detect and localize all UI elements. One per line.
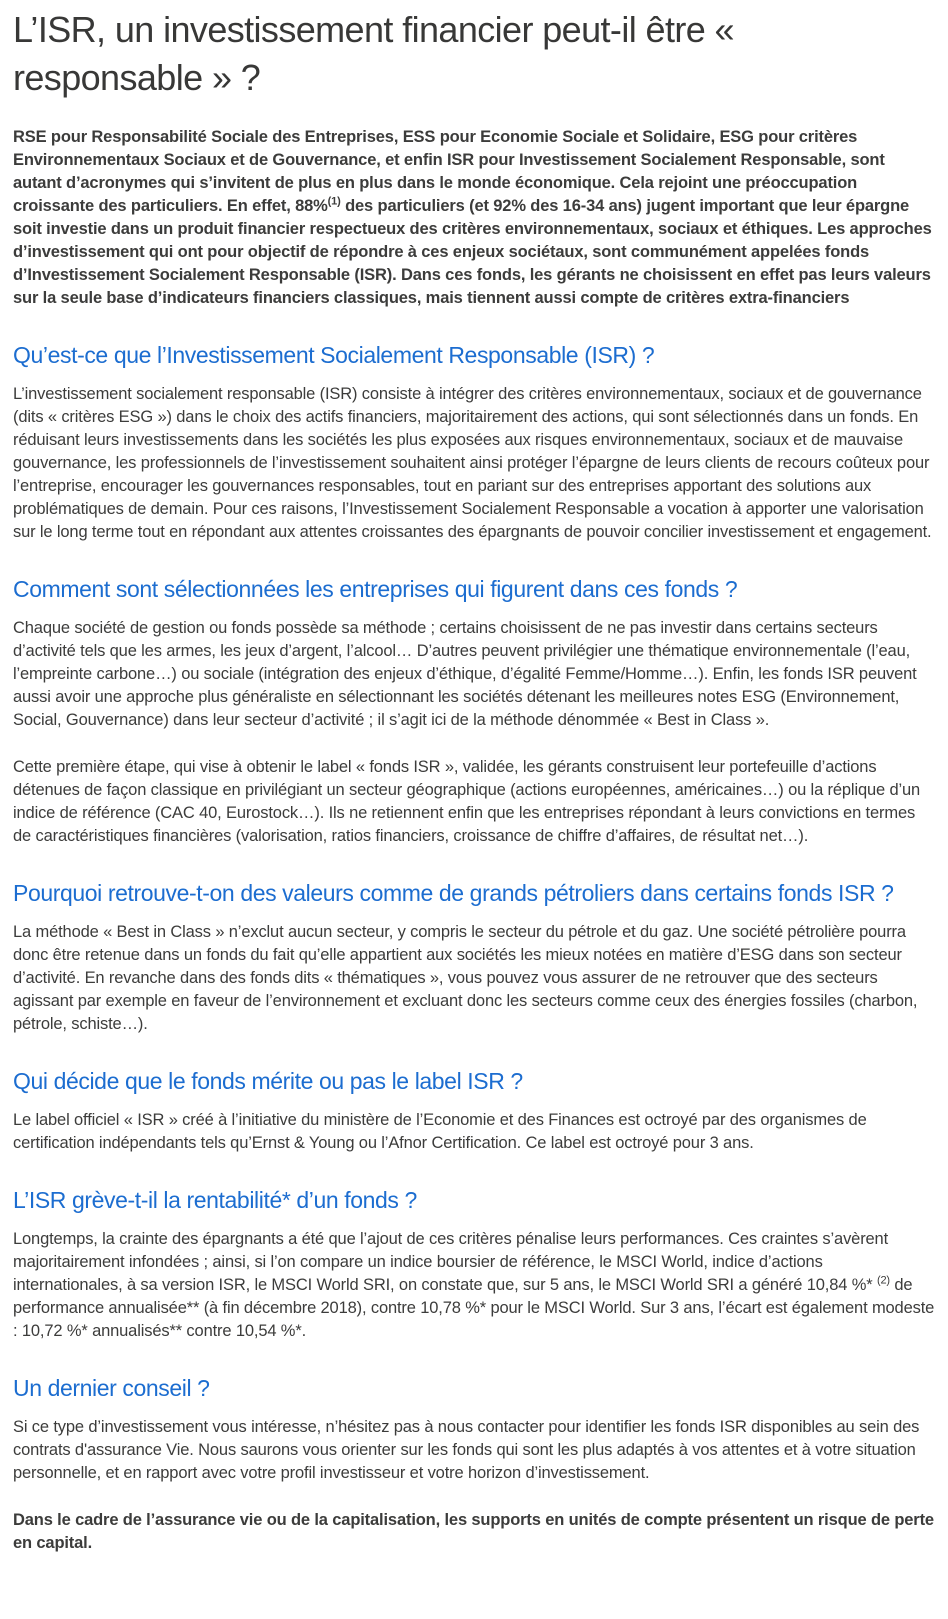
section-paragraph: Le label officiel « ISR » créé à l’initiative du ministère de l’Economie et des Finances est octroyé par des organismes de certification indépendants tels qu’Ernst & Young ou l’Afnor Certification. Ce label est octroyé pour 3 ans. [13, 1111, 867, 1152]
footnote-ref-2: (2) [876, 1274, 890, 1287]
section-profitability [13, 1185, 935, 1343]
footnote-ref-1: (1) [327, 195, 341, 208]
intro-paragraph [13, 126, 935, 310]
section-heading-why-oil-companies: Pourquoi retrouve-t-on des valeurs comme de grands pétroliers dans certains fonds ISR ? [13, 880, 894, 906]
section-paragraph: Cette première étape, qui vise à obtenir le label « fonds ISR », validée, les gérants construisent leur portefeuille d’actions détenues de façon classique en privilégiant un secteur géographique (actions européennes, américaines…) ou la réplique d’un indice de référence (CAC 40, Eurostock…). Ils ne retiennent enfin que les entreprises répondant à leurs convictions en termes de caractéristiques financières (valorisation, ratios financiers, croissance de chiffre d’affaires, de résultat net…). [13, 758, 921, 845]
section-paragraph: Si ce type d’investissement vous intéresse, n’hésitez pas à nous contacter pour identifier les fonds ISR disponibles au sein des contrats d'assurance Vie. Nous saurons vous orienter sur les fonds qui sont les plus adaptés à vos attentes et à votre situation personnelle, et en rapport avec votre profil investisseur et votre horizon d’investissement. [13, 1418, 920, 1482]
section-final-advice [13, 1373, 935, 1485]
section-why-oil-companies [13, 878, 935, 1036]
section-heading-final-advice: Un dernier conseil ? [13, 1375, 210, 1401]
section-heading-profitability: L’ISR grève-t-il la rentabilité* d’un fonds ? [13, 1187, 417, 1213]
capital-risk-disclaimer: Dans le cadre de l’assurance vie ou de la capitalisation, les supports en unités de compte présentent un risque de perte en capital. [13, 1511, 934, 1552]
profitability-text-before-footnote: Longtemps, la crainte des épargnants a été que l’ajout de ces critères pénalise leurs performances. Ces craintes s’avèrent majoritairement infondées ; ainsi, si l’on compare un indice boursier de référence, le MSCI World, indice d’actions internationales, à sa version ISR, le MSCI World SRI, on constate que, sur 5 ans, le MSCI World SRI a généré 10,84 %* [13, 1230, 889, 1294]
intro-text-after-footnote: des particuliers (et 92% des 16-34 ans) jugent important que leur épargne soit investie dans un produit financier respectueux des critères environnementaux, sociaux et éthiques. Les approches d’investissement qui ont pour objectif de répondre à ces enjeux sociétaux, sont communément appelées fonds d’Investissement Socialement Responsable (ISR). Dans ces fonds, les gérants ne choisissent en effet pas leurs valeurs sur la seule base d’indicateurs financiers classiques, mais tiennent aussi compte de critères extra-financiers [13, 197, 932, 307]
section-what-is-isr [13, 340, 935, 544]
section-paragraph: La méthode « Best in Class » n’exclut aucun secteur, y compris le secteur du pétrole et du gaz. Une société pétrolière pourra donc être retenue dans un fonds du fait qu’elle appartient aux sociétés les mieux notées en matière d’ESG dans son secteur d’activité. En revanche dans des fonds dits « thématiques », vous pouvez vous assurer de ne retrouver que des secteurs agissant par exemple en faveur de l’environnement et excluant donc les secteurs comme ceux des énergies fossiles (charbon, pétrole, schiste…). [13, 923, 918, 1033]
intro-text-before-footnote: RSE pour Responsabilité Sociale des Entreprises, ESS pour Economie Sociale et Solidaire, ESG pour critères Environnementaux Sociaux et de Gouvernance, et enfin ISR pour Investissement Socialement Responsable, sont autant d’acronymes qui s’invitent de plus en plus dans le monde économique. Cela rejoint une préoccupation croissante des particuliers. En effet, 88% [13, 128, 885, 215]
section-paragraph [13, 1228, 935, 1343]
section-paragraph: L’investissement socialement responsable (ISR) consiste à intégrer des critères environnementaux, sociaux et de gouvernance (dits « critères ESG ») dans le choix des actifs financiers, majoritairement des actions, qui sont sélectionnés dans un fonds. En réduisant leurs investissements dans les sociétés les plus exposées aux risques environnementaux, sociaux et de mauvaise gouvernance, les professionnels de l’investissement souhaitent ainsi protéger l’épargne de leurs clients de recours coûteux pour l’entreprise, encourager les gouvernances responsables, tout en pariant sur des entreprises apportant des solutions aux problématiques de demain. Pour ces raisons, l’Investissement Socialement Responsable a vocation à apporter une valorisation sur le long terme tout en répondant aux attentes croissantes des épargnants de pouvoir concilier investissement et engagement. [13, 385, 932, 541]
page-title: L’ISR, un investissement financier peut-il être « responsable » ? [13, 9, 734, 98]
section-heading-how-companies-selected: Comment sont sélectionnées les entreprises qui figurent dans ces fonds ? [13, 576, 738, 602]
section-heading-who-decides-label: Qui décide que le fonds mérite ou pas le label ISR ? [13, 1068, 523, 1094]
profitability-text-after-footnote: de performance annualisée** (à fin décembre 2018), contre 10,78 %* pour le MSCI World. Sur 3 ans, l’écart est également modeste : 10,72 %* annualisés** contre 10,54 %*. [13, 1276, 935, 1340]
section-who-decides-label [13, 1066, 935, 1155]
section-how-companies-selected [13, 574, 935, 848]
section-paragraph: Chaque société de gestion ou fonds possède sa méthode ; certains choisissent de ne pas investir dans certains secteurs d’activité tels que les armes, les jeux d’argent, l’alcool… D’autres peuvent privilégier une thématique environnementale (l’eau, l’empreinte carbone…) ou sociale (intégration des enjeux d’éthique, d’égalité Femme/Homme…). Enfin, les fonds ISR peuvent aussi avoir une approche plus généraliste en sélectionnant les sociétés détenant les meilleures notes ESG (Environnement, Social, Gouvernance) dans leur secteur d’activité ; il s’agit ici de la méthode dénommée « Best in Class ». [13, 619, 917, 729]
section-heading-what-is-isr: Qu’est-ce que l’Investissement Socialement Responsable (ISR) ? [13, 342, 655, 368]
